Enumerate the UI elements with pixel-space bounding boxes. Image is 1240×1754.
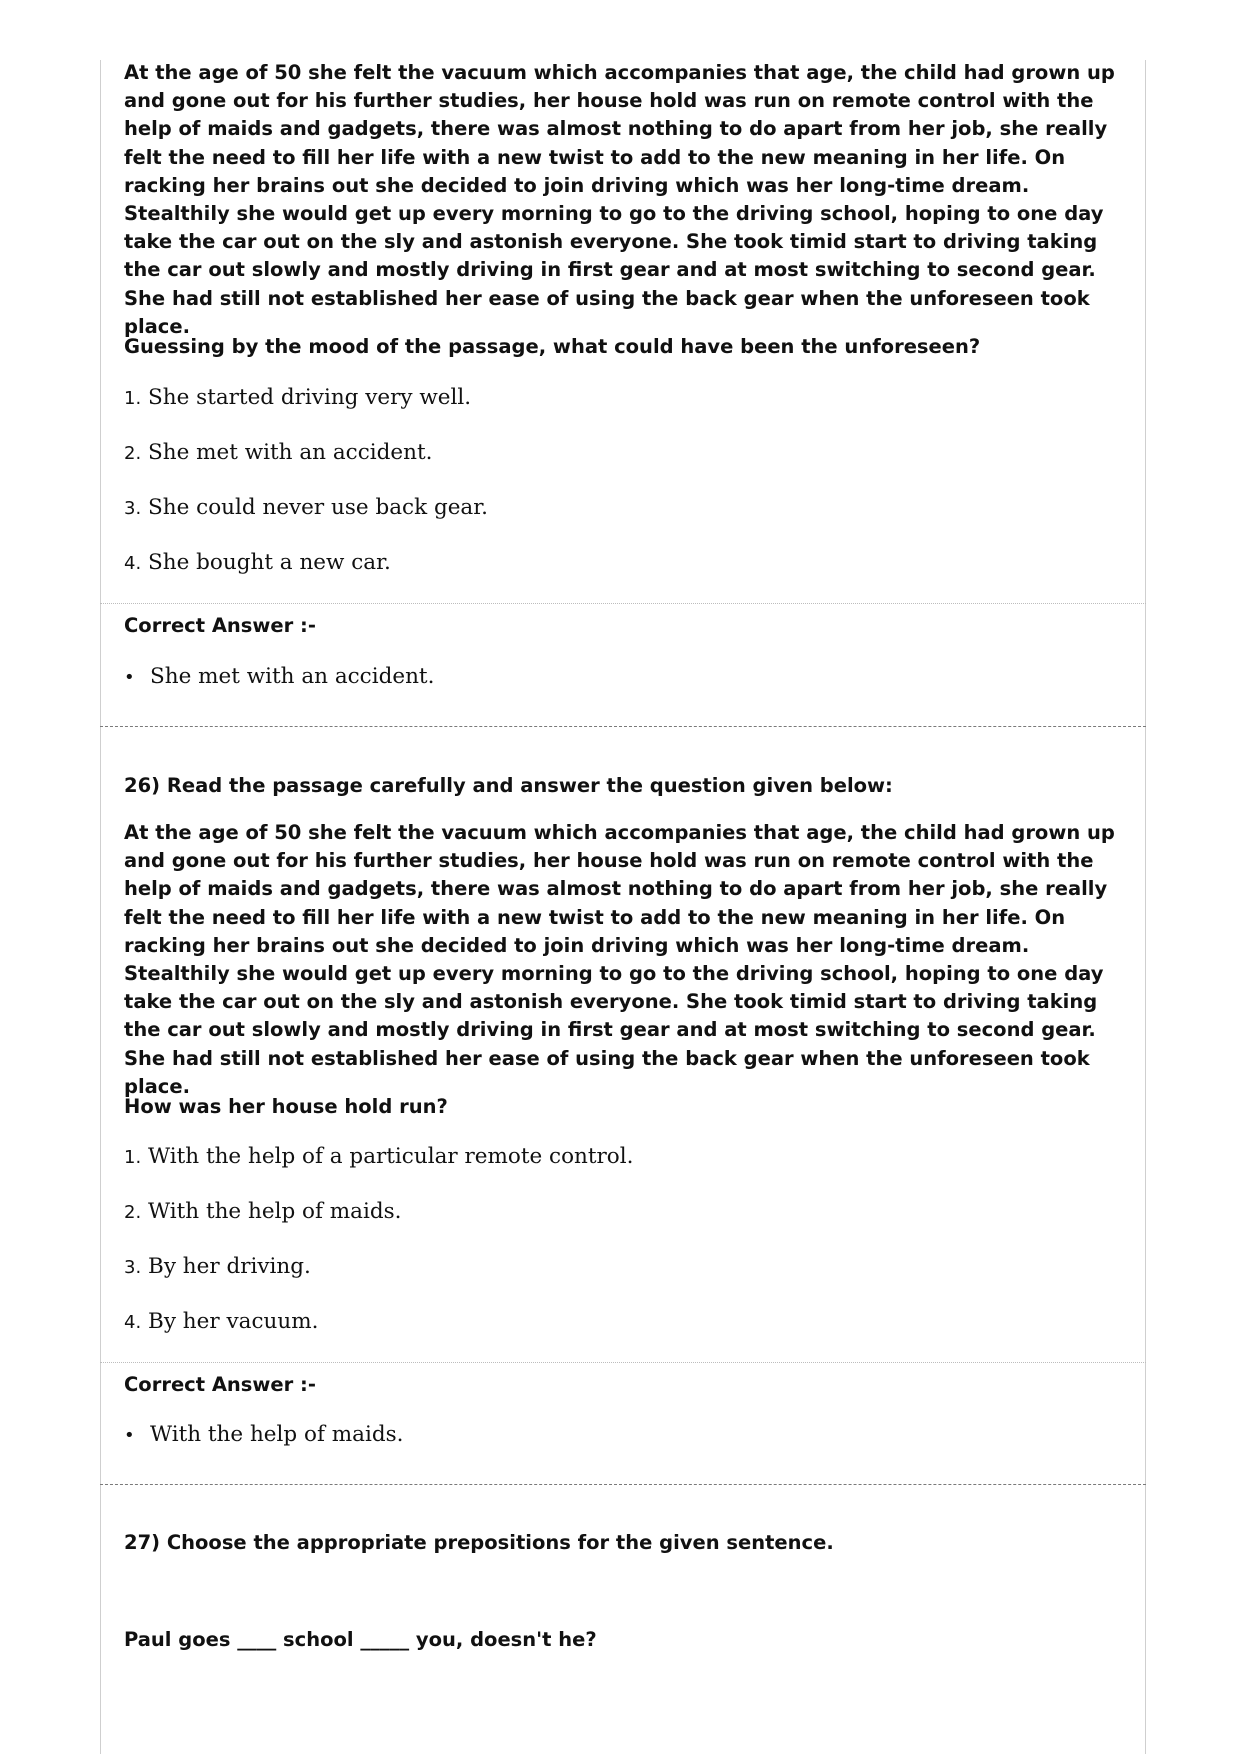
option-item[interactable] xyxy=(124,1143,1132,1171)
option-item[interactable] xyxy=(124,384,1132,412)
question-prompt: How was her house hold run? xyxy=(124,1095,448,1118)
correct-answer-text: She met with an accident. xyxy=(150,664,435,689)
divider xyxy=(100,603,1146,604)
option-text: By her driving. xyxy=(148,1254,311,1279)
option-number: 2. xyxy=(124,443,142,464)
option-item[interactable] xyxy=(124,494,1132,522)
passage-text: At the age of 50 she felt the vacuum which accompanies that age, the child had grown up and gone out for his further studies, her house hold was run on remote control with the help of maids and gadgets, there was almost nothing to do apart from her job, she really felt the need to fill her life with a new twist to add to the new meaning in her life. On racking her brains out she decided to join driving which was her long-time dream. Stealthily she would get up every morning to go to the driving school, hoping to one day take the car out on the sly and astonish everyone. She took timid start to driving taking the car out slowly and mostly driving in first gear and at most switching to second gear. She had still not established her ease of using the back gear when the unforeseen took place. xyxy=(124,821,1115,1098)
option-list xyxy=(124,1143,1132,1336)
question-separator xyxy=(100,726,1146,727)
question-heading-block xyxy=(124,1529,1132,1557)
question-heading: 27) Choose the appropriate prepositions for the given sentence. xyxy=(124,1531,834,1554)
question-heading-block xyxy=(124,772,1132,800)
options-block xyxy=(124,1143,1132,1336)
option-item[interactable] xyxy=(124,1308,1132,1336)
question-sentence-block xyxy=(124,1626,1132,1654)
question-separator xyxy=(100,1484,1146,1485)
answer-block xyxy=(124,663,1132,692)
correct-answer-text: With the help of maids. xyxy=(150,1422,404,1447)
passage-block xyxy=(124,819,1132,1101)
correct-answer xyxy=(124,1421,1132,1450)
option-number: 1. xyxy=(124,1147,142,1168)
correct-answer-block xyxy=(124,1371,1132,1399)
option-number: 4. xyxy=(124,553,142,574)
option-number: 3. xyxy=(124,1257,142,1278)
question-prompt: Guessing by the mood of the passage, what could have been the unforeseen? xyxy=(124,335,981,358)
option-text: By her vacuum. xyxy=(148,1309,319,1334)
bullet-icon: • xyxy=(124,667,135,688)
option-item[interactable] xyxy=(124,1198,1132,1226)
question-prompt-block xyxy=(124,333,1132,361)
option-item[interactable] xyxy=(124,1253,1132,1281)
options-block xyxy=(124,384,1132,577)
passage-text: At the age of 50 she felt the vacuum which accompanies that age, the child had grown up and gone out for his further studies, her house hold was run on remote control with the help of maids and gadgets, there was almost nothing to do apart from her job, she really felt the need to fill her life with a new twist to add to the new meaning in her life. On racking her brains out she decided to join driving which was her long-time dream. Stealthily she would get up every morning to go to the driving school, hoping to one day take the car out on the sly and astonish everyone. She took timid start to driving taking the car out slowly and mostly driving in first gear and at most switching to second gear. She had still not established her ease of using the back gear when the unforeseen took place. xyxy=(124,61,1115,338)
option-text: With the help of a particular remote control. xyxy=(148,1144,634,1169)
option-text: She bought a new car. xyxy=(148,550,391,575)
answer-block xyxy=(124,1421,1132,1450)
option-number: 3. xyxy=(124,498,142,519)
question-heading: 26) Read the passage carefully and answer the question given below: xyxy=(124,774,893,797)
question-sentence: Paul goes ____ school _____ you, doesn't he? xyxy=(124,1628,597,1651)
option-text: She could never use back gear. xyxy=(148,495,488,520)
option-text: She started driving very well. xyxy=(148,385,472,410)
option-item[interactable] xyxy=(124,549,1132,577)
correct-answer-label: Correct Answer :- xyxy=(124,614,316,637)
correct-answer xyxy=(124,663,1132,692)
option-number: 1. xyxy=(124,388,142,409)
question-prompt-block xyxy=(124,1093,1132,1121)
option-text: With the help of maids. xyxy=(148,1199,402,1224)
option-item[interactable] xyxy=(124,439,1132,467)
option-list xyxy=(124,384,1132,577)
correct-answer-label: Correct Answer :- xyxy=(124,1373,316,1396)
passage-block xyxy=(124,59,1132,341)
option-number: 2. xyxy=(124,1202,142,1223)
divider xyxy=(100,1362,1146,1363)
bullet-icon: • xyxy=(124,1425,135,1446)
option-text: She met with an accident. xyxy=(148,440,433,465)
option-number: 4. xyxy=(124,1312,142,1333)
correct-answer-block xyxy=(124,612,1132,640)
